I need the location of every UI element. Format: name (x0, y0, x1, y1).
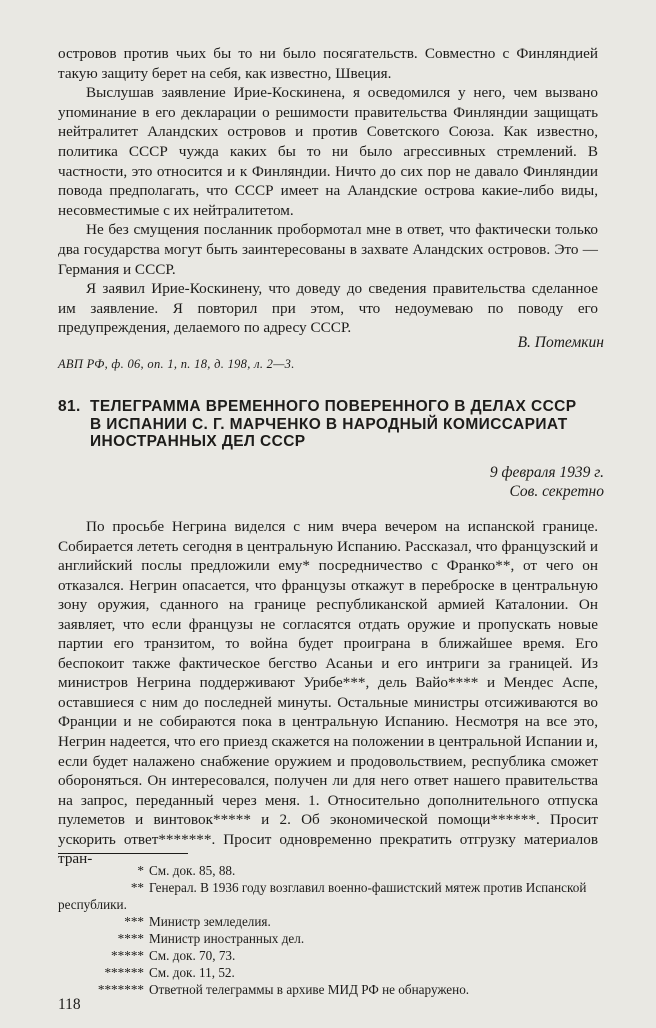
footnotes (58, 862, 603, 998)
footnote: ****** См. док. 11, 52. (104, 965, 235, 980)
footnote: *** Министр земледелия. (124, 914, 271, 929)
date-block (490, 463, 604, 501)
paragraph: островов против чьих бы то ни было посягательств. Совместно с Финляндией такую защиту берет на себя, как известно, Швеция. (58, 45, 598, 82)
footnote: ** Генерал. В 1936 году возглавил военно-фашистский мятеж против Испанской республики. (58, 880, 587, 912)
title-line: В ИСПАНИИ С. Г. МАРЧЕНКО В НАРОДНЫЙ КОМИССАРИАТ (90, 415, 568, 433)
footnote: **** Министр иностранных дел. (117, 931, 305, 946)
paragraph: По просьбе Негрина виделся с ним вчера вечером на испанской границе. Собирается лететь сегодня в центральную Испанию. Рассказал, что французский и английский послы предложили ему* посредничество с Франко**, от чего он отказался. Негрин опасается, что французы откажут в переброске в центральную зону оружия, сданного на границе республиканской армией Каталонии. Он заявляет, что если французы не согласятся отдать оружие и пропускать новые партии его транзитом, то война будет проиграна в ближайшее время. Его беспокоит также фактическое бегство Асаньи и его интриги за границей. Из министров Негрина поддерживают Урибе***, дель Вайо**** и Мендес Аспе, оставшиеся с ним до последней минуты. Остальные министры отсиживаются во Франции и не собираются пока в центральную Испанию. Несмотря на все это, Негрин надеется, что его приезд скажется на положении в центральной Испании и, если будет налажено снабжение оружием и продовольствием, республика сможет обороняться. Он интересовался, получен ли для него ответ нашего правительства на запрос, переданный через меня. 1. Относительно дополнительного отпуска пулеметов и винтовок***** и 2. Об экономической помощи******. Просит ускорить ответ*******. Просит одновременно прекратить отгрузку материалов тран- (58, 518, 598, 868)
footnote: * См. док. 85, 88. (137, 863, 236, 878)
classification: Сов. секретно (509, 483, 604, 500)
signature: В. Потемкин (517, 334, 604, 351)
telegram-text (58, 517, 598, 869)
title-line: ТЕЛЕГРАММА ВРЕМЕННОГО ПОВЕРЕННОГО В ДЕЛАХ СССР (90, 398, 577, 415)
letter-text (58, 44, 598, 338)
page-number: 118 (58, 996, 81, 1013)
footnote: ******* Ответной телеграммы в архиве МИД РФ не обнаружено. (97, 982, 470, 997)
paragraph: Я заявил Ирие-Коскинену, что доведу до сведения правительства сделанное им заявление. Я повторил при этом, что недоумеваю по поводу его предупреждения, делаемого по адресу СССР. (58, 280, 598, 337)
document-number: 81. (58, 398, 81, 415)
paragraph: Выслушав заявление Ирие-Коскинена, я осведомился у него, чем вызвано упоминание в его декларации о решимости правительства Финляндии защищать нейтралитет Аландских островов и против Советского Союза. Как известно, политика СССР чужда каких бы то ни было агрессивных стремлений. В частности, это относится и к Финляндии. Ничто до сих пор не давало Финляндии повода предполагать, что СССР имеет на Аландские острова какие-либо виды, несовместимые с их нейтралитетом. (58, 84, 598, 219)
archive-source: АВП РФ, ф. 06, оп. 1, п. 18, д. 198, л. 2—3. (58, 357, 295, 371)
paragraph: Не без смущения посланник пробормотал мне в ответ, что фактически только два государства могут быть заинтересованы в захвате Аландских островов. Это — Германия и СССР. (58, 221, 598, 278)
footnote-divider (58, 853, 188, 854)
document-date: 9 февраля 1939 г. (489, 464, 604, 481)
title-line: ИНОСТРАННЫХ ДЕЛ СССР (90, 433, 306, 450)
document-heading (58, 398, 603, 451)
footnote: ***** См. док. 70, 73. (111, 948, 236, 963)
